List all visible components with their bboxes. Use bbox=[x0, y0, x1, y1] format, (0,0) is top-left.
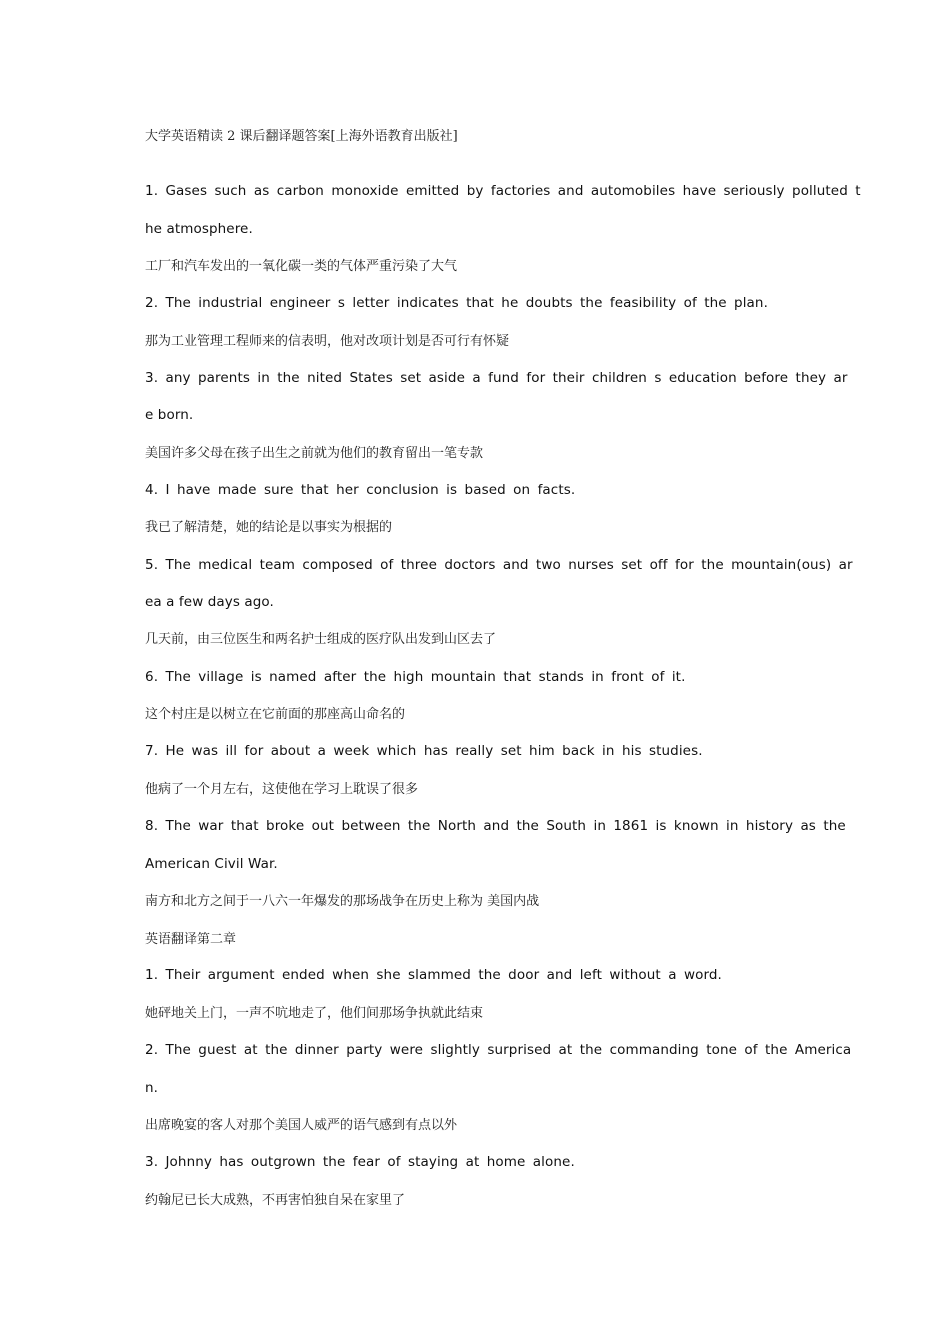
sentence-5-english-cont: ea a few days ago. bbox=[145, 594, 274, 610]
sentence-3-english-cont: e born. bbox=[145, 407, 194, 423]
sentence-8-chinese: 南方和北方之间于一八六一年爆发的那场战争在历史上称为 美国内战 bbox=[145, 894, 540, 909]
ch2-sentence-1-chinese: 她砰地关上门，一声不吭地走了，他们间那场争执就此结束 bbox=[145, 1006, 484, 1021]
chapter-heading: 英语翻译第二章 bbox=[145, 932, 237, 947]
ch2-sentence-2-english-cont: n. bbox=[145, 1080, 159, 1096]
sentence-8-english: 8. The war that broke out between the North and the South in 1861 is known in history as the bbox=[145, 818, 846, 834]
ch2-sentence-3-english: 3. Johnny has outgrown the fear of staying at home alone. bbox=[145, 1154, 575, 1170]
sentence-6-english: 6. The village is named after the high mountain that stands in front of it. bbox=[145, 669, 686, 685]
sentence-2-chinese: 那为工业管理工程师来的信表明，他对改项计划是否可行有怀疑 bbox=[145, 334, 510, 349]
document-title: 大学英语精读 2 课后翻译题答案[上海外语教育出版社] bbox=[145, 129, 458, 144]
sentence-8-english-cont: American Civil War. bbox=[145, 856, 278, 872]
sentence-7-english: 7. He was ill for about a week which has really set him back in his studies. bbox=[145, 743, 703, 759]
ch2-sentence-2-english: 2. The guest at the dinner party were slightly surprised at the commanding tone of the America bbox=[145, 1042, 852, 1058]
sentence-4-chinese: 我已了解清楚，她的结论是以事实为根据的 bbox=[145, 520, 393, 535]
ch2-sentence-2-chinese: 出席晚宴的客人对那个美国人威严的语气感到有点以外 bbox=[145, 1118, 458, 1133]
sentence-1-english: 1. Gases such as carbon monoxide emitted by factories and automobiles have seriously polluted t bbox=[145, 183, 861, 199]
ch2-sentence-3-chinese: 约翰尼已长大成熟，不再害怕独自呆在家里了 bbox=[145, 1193, 406, 1208]
sentence-5-chinese: 几天前，由三位医生和两名护士组成的医疗队出发到山区去了 bbox=[145, 632, 497, 647]
sentence-6-chinese: 这个村庄是以树立在它前面的那座高山命名的 bbox=[145, 707, 406, 722]
sentence-3-english: 3. any parents in the nited States set aside a fund for their children s education before they ar bbox=[145, 370, 848, 386]
sentence-1-chinese: 工厂和汽车发出的一氧化碳一类的气体严重污染了大气 bbox=[145, 259, 458, 274]
sentence-5-english: 5. The medical team composed of three doctors and two nurses set off for the mountain(ous) ar bbox=[145, 557, 853, 573]
sentence-3-chinese: 美国许多父母在孩子出生之前就为他们的教育留出一笔专款 bbox=[145, 446, 484, 461]
ch2-sentence-1-english: 1. Their argument ended when she slammed the door and left without a word. bbox=[145, 967, 722, 983]
sentence-4-english: 4. I have made sure that her conclusion is based on facts. bbox=[145, 482, 576, 498]
sentence-1-english-cont: he atmosphere. bbox=[145, 221, 253, 237]
sentence-2-english: 2. The industrial engineer s letter indicates that he doubts the feasibility of the plan. bbox=[145, 295, 768, 311]
sentence-7-chinese: 他病了一个月左右，这使他在学习上耽误了很多 bbox=[145, 782, 419, 797]
